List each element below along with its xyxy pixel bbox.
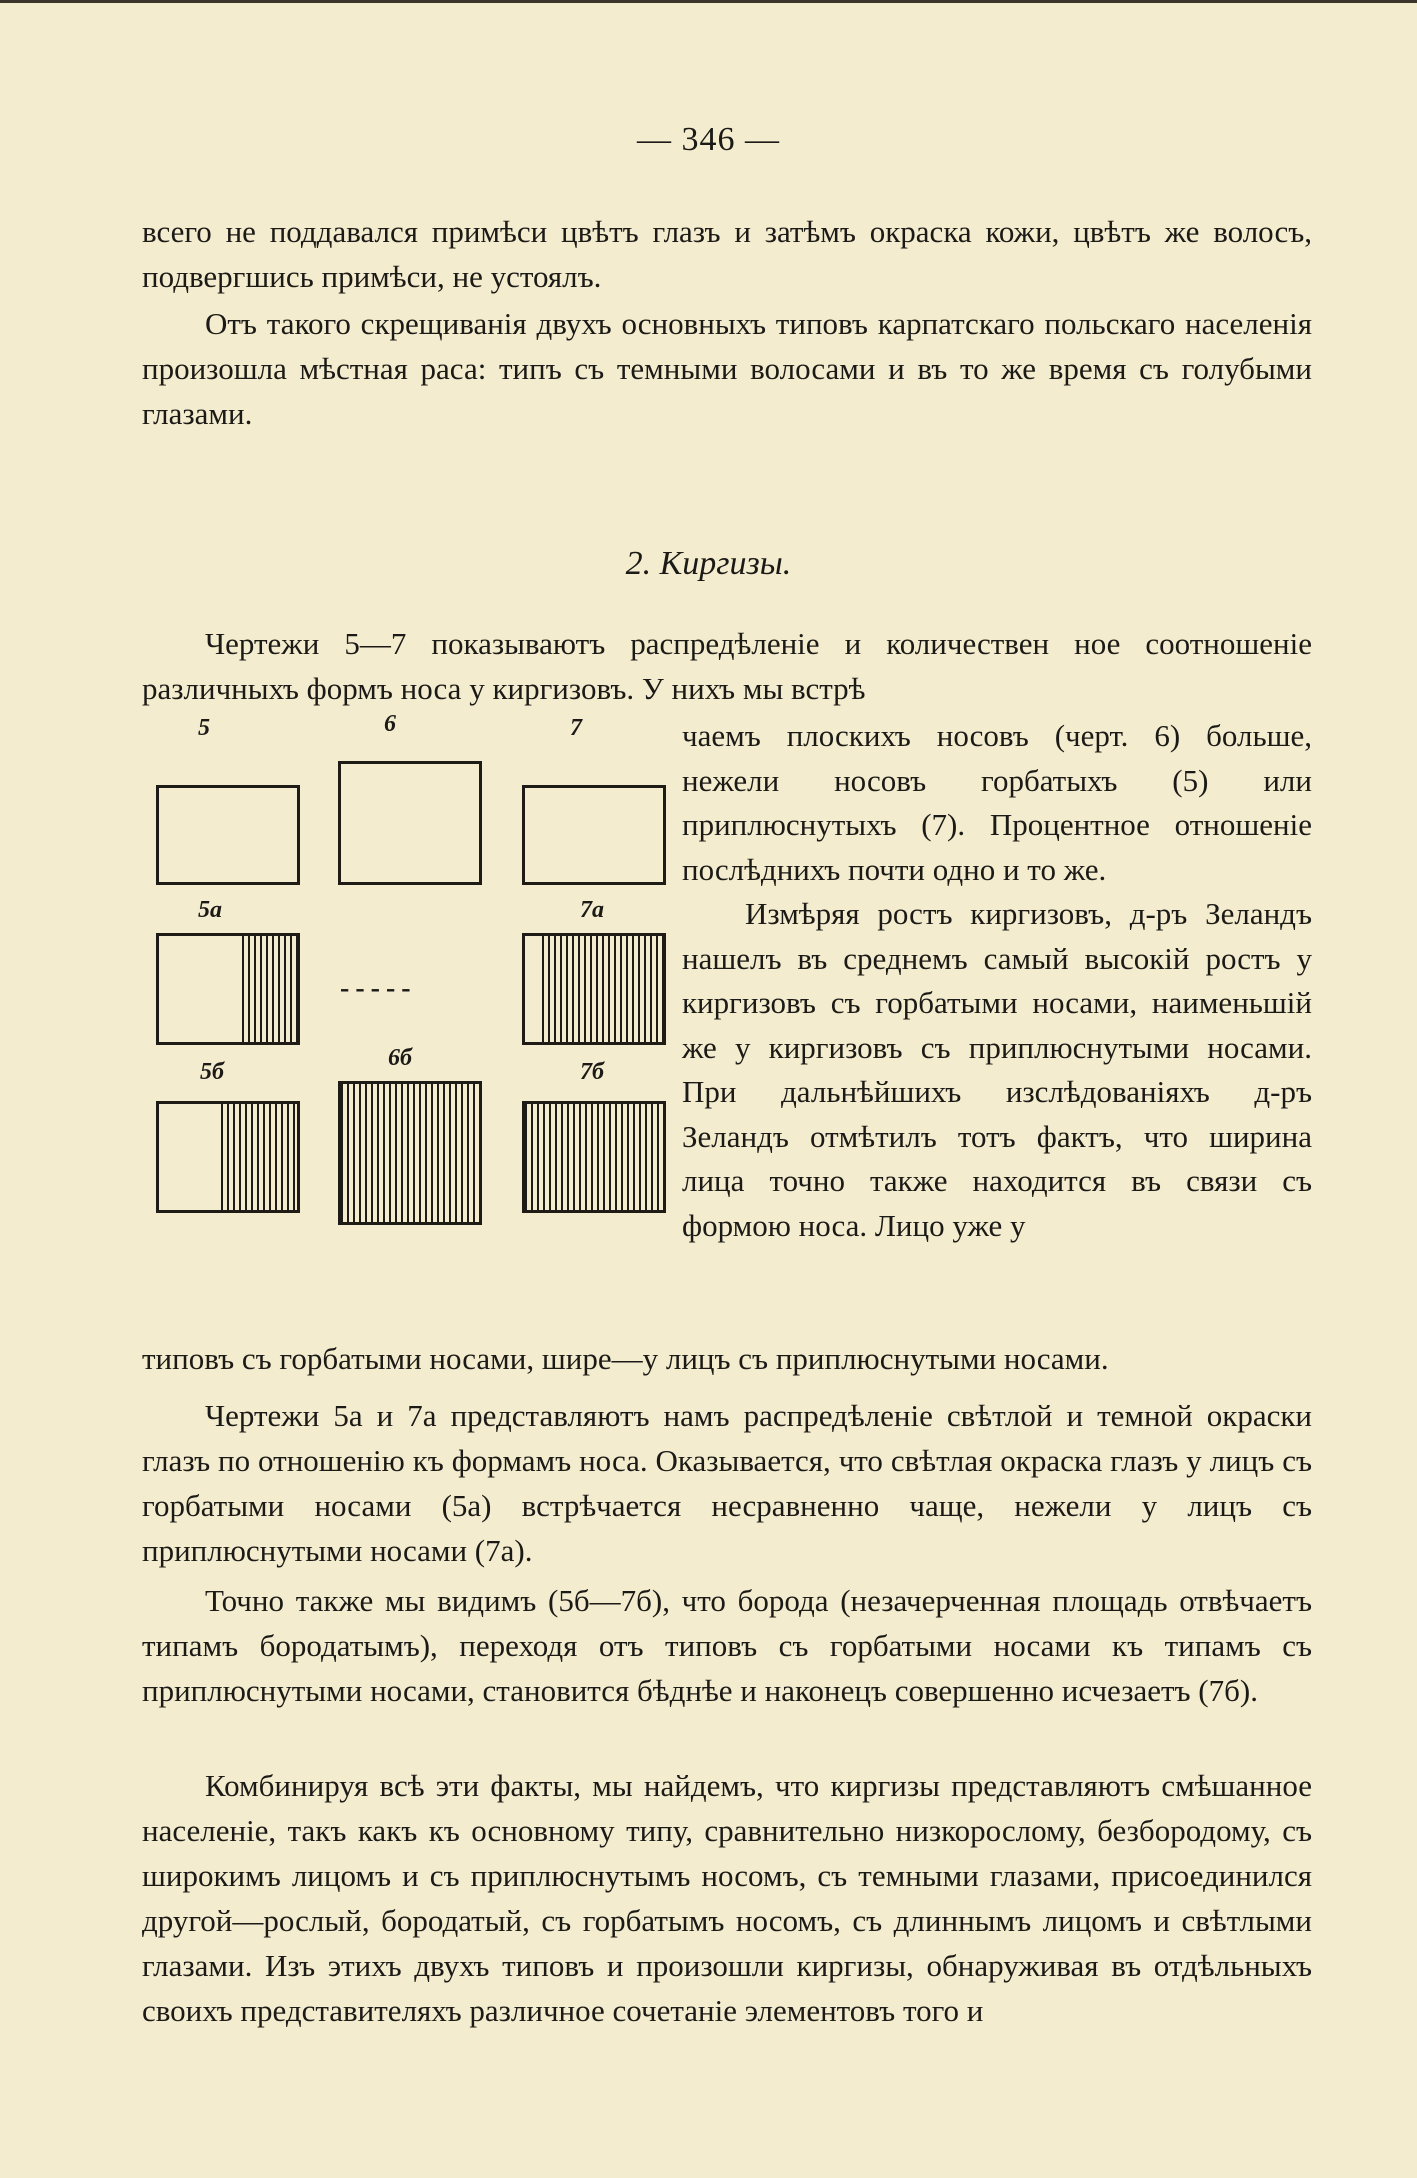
box-5 — [156, 785, 300, 885]
fig-label-5b: 5б — [200, 1059, 224, 1085]
hatch-7b — [525, 1104, 663, 1210]
page-number: — 346 — — [637, 121, 780, 158]
hatch-5b — [221, 1104, 297, 1210]
hatch-5a — [242, 936, 297, 1042]
paragraph-2-text: Отъ такого скрещиванія двухъ основныхъ типовъ карпатскаго польскаго населенія произошла мѣстная раса: типъ съ темными волосами и въ то же время съ голубыми глазами. — [142, 306, 1312, 431]
fig-label-6: 6 — [384, 711, 396, 737]
paragraph-7-text: Комбинируя всѣ эти факты, мы найдемъ, что киргизы представляютъ смѣшанное населеніе, такъ какъ къ основному типу, сравнительно низкорослому, безбородому, съ широкимъ лицомъ и съ приплюснутымъ носомъ, съ темными глазами, присоединился другой—рослый, бородатый, съ горбатымъ носомъ, съ длиннымъ лицомъ и свѣтлыми глазами. Изъ этихъ двухъ типовъ и произошли киргизы, обнаруживая въ отдѣльныхъ своихъ представителяхъ различное сочетаніе элементовъ того и — [142, 1768, 1312, 2028]
paragraph-6 — [142, 1578, 1312, 1713]
box-7b — [522, 1101, 666, 1213]
paragraph-4-end: типовъ съ горбатыми носами, шире—у лицъ съ приплюснутыми носами. — [142, 1341, 1109, 1376]
box-7a — [522, 933, 666, 1045]
box-7 — [522, 785, 666, 885]
wrapped-text — [682, 714, 1312, 1248]
paragraph-6-text: Точно также мы видимъ (5б—7б), что борода (незачерченная площадь отвѣчаетъ типамъ бородатымъ), переходя отъ типовъ съ горбатыми носами къ типамъ съ приплюснутыми носами, становится бѣднѣе и наконецъ совершенно исчезаетъ (7б). — [142, 1583, 1312, 1708]
paragraph-5-text: Чертежи 5а и 7а представляютъ намъ распредѣленіе свѣтлой и темной окраски глазъ по отношенію къ формамъ носа. Оказывается, что свѣтлая окраска глазъ у лицъ съ горбатыми носами (5а) встрѣчается несравненно чаще, нежели у лицъ съ приплюснутыми носами (7а). — [142, 1398, 1312, 1568]
hatch-6b — [341, 1084, 479, 1222]
paragraph-1-text: всего не поддавался примѣси цвѣтъ глазъ и затѣмъ окраска кожи, цвѣтъ же волосъ, подвергшись примѣси, не устоялъ. — [142, 214, 1312, 294]
paragraph-3-text: Чертежи 5—7 показываютъ распредѣленіе и количествен ное соотношеніе различныхъ формъ носа у киргизовъ. У нихъ мы встрѣ — [142, 626, 1312, 706]
hatch-7a — [542, 936, 663, 1042]
wrapped-paragraph-2: Измѣряя ростъ киргизовъ, д-ръ Зеландъ нашелъ въ среднемъ самый высокій ростъ у киргизовъ съ горбатыми носами, наименьшій же у киргизовъ съ приплюснутыми носами. При дальнѣйшихъ изслѣдованіяхъ д-ръ Зеландъ отмѣтилъ тотъ фактъ, что ширина лица точно также находится въ связи съ формою носа. Лицо уже у — [682, 896, 1312, 1243]
box-6 — [338, 761, 482, 885]
box-5b — [156, 1101, 300, 1213]
paragraph-3 — [142, 621, 1312, 711]
paragraph-5 — [142, 1393, 1312, 1573]
fig-label-5: 5 — [198, 715, 210, 741]
fig-label-7b: 7б — [580, 1059, 604, 1085]
box-5a — [156, 933, 300, 1045]
paragraph-2 — [142, 301, 1312, 436]
section-title: 2. Киргизы. — [625, 545, 792, 582]
fig-label-6b: 6б — [388, 1045, 412, 1071]
nose-shape-figure — [142, 711, 672, 1231]
fig-label-7: 7 — [570, 715, 582, 741]
fig-label-7a: 7а — [580, 897, 604, 923]
dash-6a: ----- — [340, 973, 417, 1004]
paragraph-7 — [142, 1763, 1312, 2033]
box-6b — [338, 1081, 482, 1225]
wrapped-paragraph-1: чаемъ плоскихъ носовъ (черт. 6) больше, нежели носовъ горбатыхъ (5) или приплюснутыхъ (7). Процентное отношеніе послѣднихъ почти одно и то же. — [682, 718, 1312, 887]
paragraph-1 — [142, 209, 1312, 299]
fig-label-5a: 5а — [198, 897, 222, 923]
